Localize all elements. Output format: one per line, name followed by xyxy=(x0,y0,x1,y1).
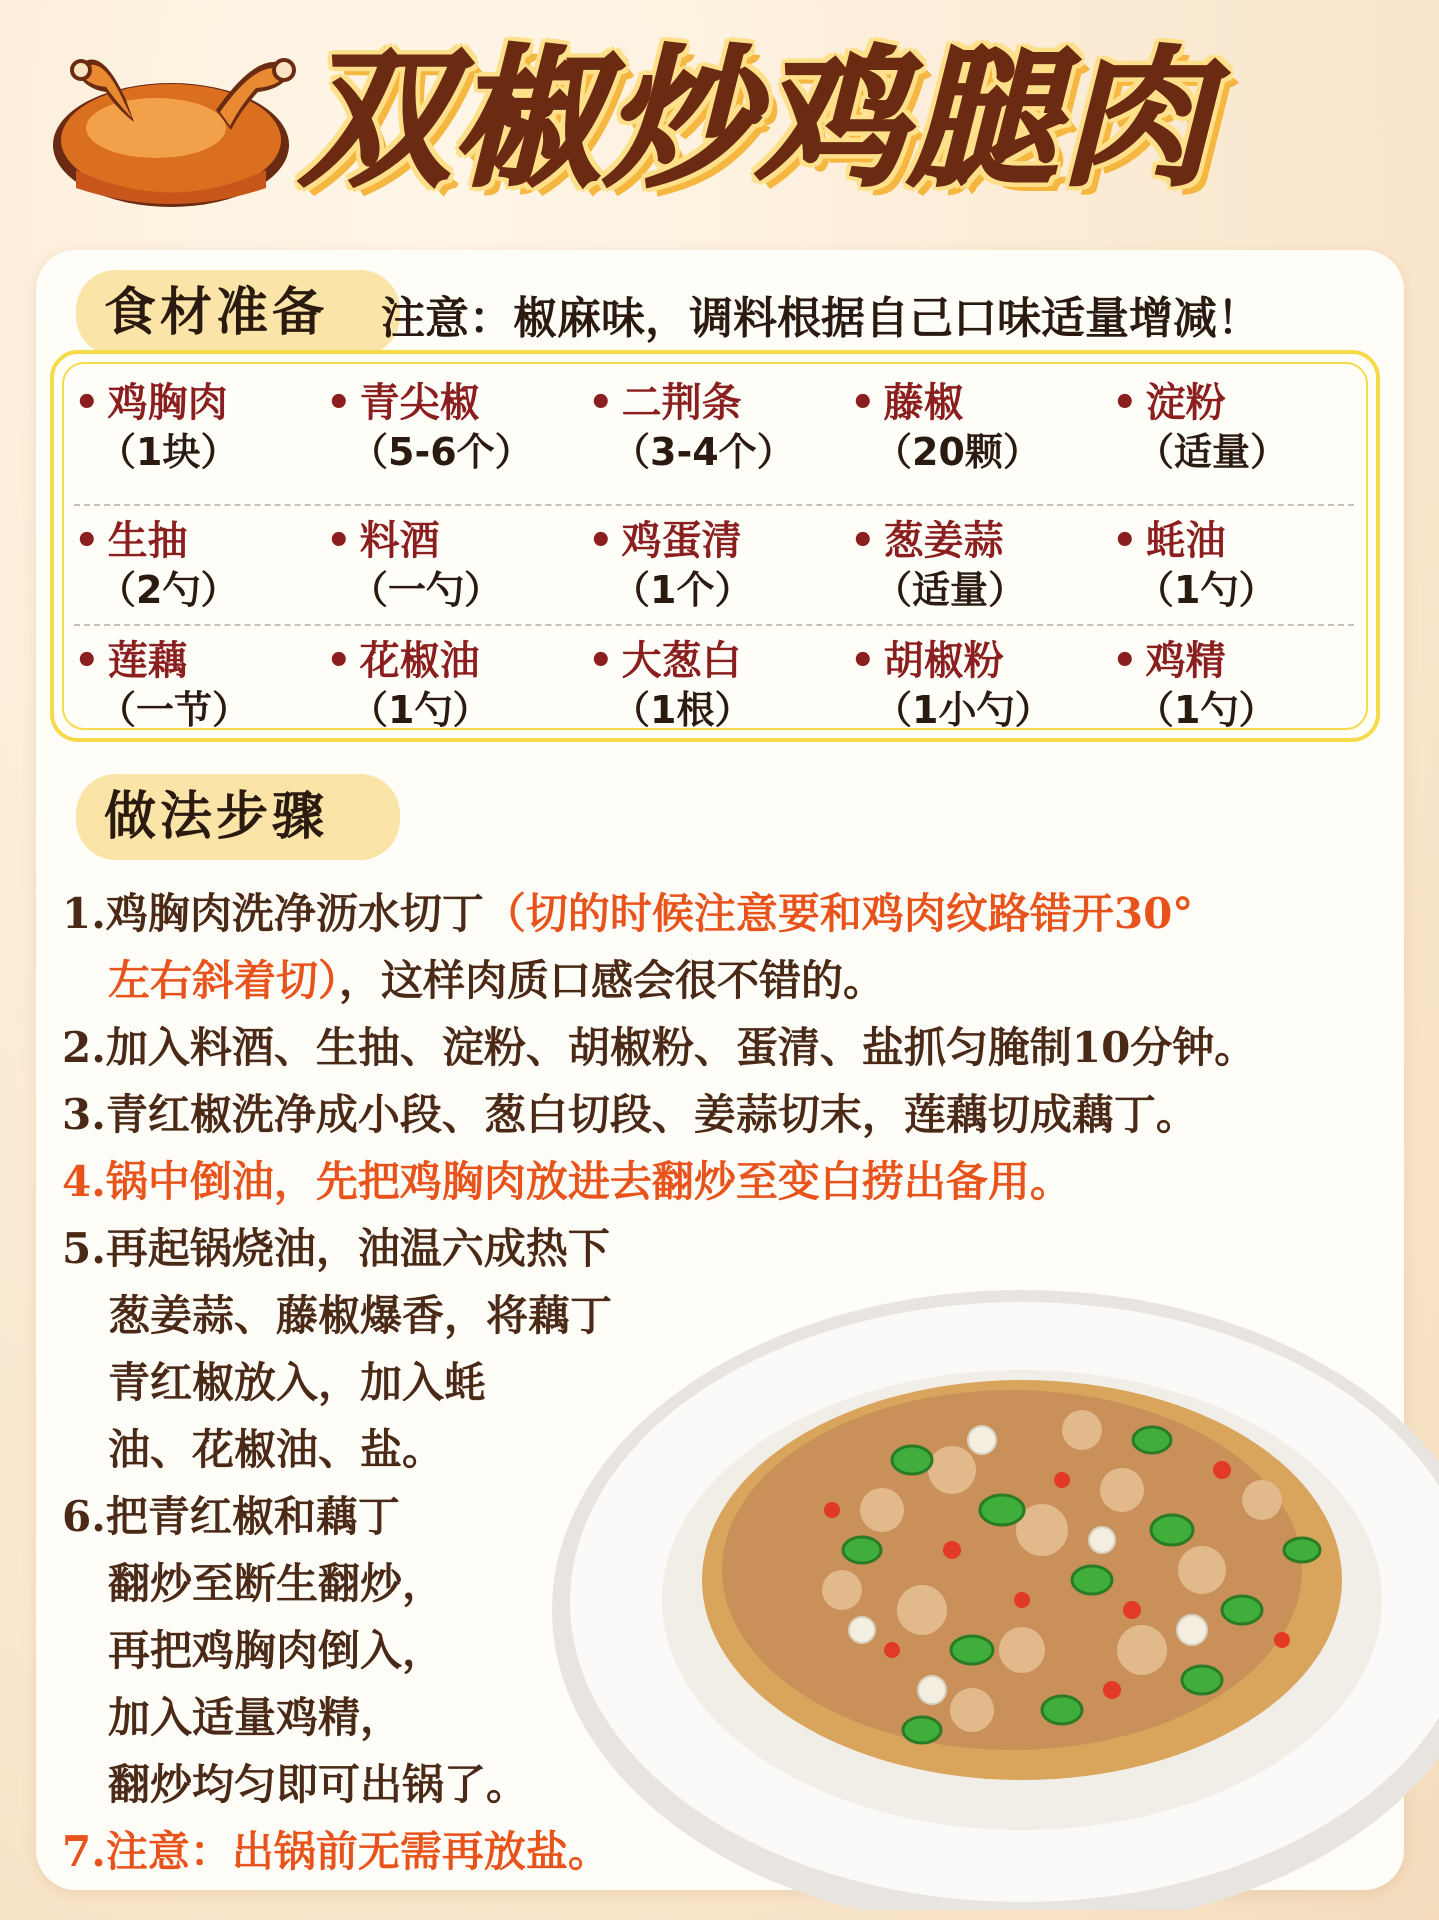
step-6-line: 再把鸡胸肉倒入， xyxy=(108,1626,445,1675)
step-6-line: 加入适量鸡精， xyxy=(108,1693,403,1742)
ingredient-qty: （适量） xyxy=(874,568,1027,612)
step-6-line: 翻炒均匀即可出锅了。 xyxy=(108,1760,529,1809)
ingredient-name: • 淀粉 xyxy=(1112,378,1372,428)
ingredient-qty: （适量） xyxy=(1136,430,1289,474)
ingredient-name: • 藤椒 xyxy=(850,378,1110,428)
step-1-line-1 xyxy=(62,880,1402,947)
ingredient-qty: （1个） xyxy=(612,568,753,612)
step-5-line: 油、花椒油、盐。 xyxy=(108,1425,445,1474)
step-7: 7.注意：出锅前无需再放盐。 xyxy=(62,1827,610,1876)
ingredient-item xyxy=(588,636,848,734)
ingredient-row xyxy=(74,378,1354,498)
step-5-line: 葱姜蒜、藤椒爆香，将藕丁 xyxy=(108,1291,613,1340)
ingredient-item xyxy=(74,636,334,734)
ingredient-item xyxy=(74,516,334,614)
ingredient-name: • 蚝油 xyxy=(1112,516,1372,566)
ingredient-item xyxy=(326,516,586,614)
page-title: 双椒炒鸡腿肉 xyxy=(300,33,1213,207)
ingredient-name: • 生抽 xyxy=(74,516,334,566)
ingredient-item xyxy=(74,378,334,476)
ingredient-qty: （1根） xyxy=(612,688,753,732)
ingredients-heading: 食材准备 xyxy=(76,270,400,356)
ingredient-name: • 葱姜蒜 xyxy=(850,516,1110,566)
ingredient-item xyxy=(850,636,1110,734)
ingredient-item xyxy=(850,516,1110,614)
ingredient-qty: （1小勺） xyxy=(874,688,1053,732)
ingredient-item xyxy=(326,378,586,476)
ingredient-row xyxy=(74,504,1354,626)
recipe-card xyxy=(36,250,1404,1890)
ingredient-item xyxy=(1112,378,1372,476)
ingredient-name: • 鸡精 xyxy=(1112,636,1372,686)
step-4: 4.锅中倒油，先把鸡胸肉放进去翻炒至变白捞出备用。 xyxy=(62,1157,1072,1206)
step-5-line: 5.再起锅烧油，油温六成热下 xyxy=(62,1224,610,1273)
ingredient-qty: （一勺） xyxy=(350,568,503,612)
step-6-line: 6.把青红椒和藕丁 xyxy=(62,1492,400,1541)
step-6-line: 翻炒至断生翻炒， xyxy=(108,1559,445,1608)
ingredient-row xyxy=(74,624,1354,746)
ingredient-item xyxy=(1112,636,1372,734)
ingredient-name: • 鸡胸肉 xyxy=(74,378,334,428)
ingredient-item xyxy=(326,636,586,734)
ingredient-item xyxy=(588,516,848,614)
step-3: 3.青红椒洗净成小段、葱白切段、姜蒜切末，莲藕切成藕丁。 xyxy=(62,1090,1198,1139)
ingredient-item xyxy=(588,378,848,476)
steps-list xyxy=(62,880,1402,1885)
ingredient-item xyxy=(850,378,1110,476)
ingredient-qty: （1勺） xyxy=(1136,568,1277,612)
step-1-line-2 xyxy=(62,947,1402,1014)
step-1-text-cont: ，这样肉质口感会很不错的。 xyxy=(339,956,886,1005)
steps-heading: 做法步骤 xyxy=(76,774,400,860)
ingredient-qty: （1勺） xyxy=(350,688,491,732)
ingredient-qty: （5-6个） xyxy=(350,430,533,474)
ingredient-name: • 莲藕 xyxy=(74,636,334,686)
step-1-tip-cont: 左右斜着切） xyxy=(108,956,340,1005)
header xyxy=(0,0,1439,240)
ingredient-name: • 青尖椒 xyxy=(326,378,586,428)
ingredient-name: • 胡椒粉 xyxy=(850,636,1110,686)
ingredients-note: 注意：椒麻味，调料根据自己口味适量增减！ xyxy=(381,293,1261,344)
ingredient-qty: （1块） xyxy=(98,430,239,474)
step-1-text: 1.鸡胸肉洗净沥水切丁 xyxy=(62,889,484,938)
ingredient-name: • 大葱白 xyxy=(588,636,848,686)
ingredient-name: • 鸡蛋清 xyxy=(588,516,848,566)
ingredient-qty: （1勺） xyxy=(1136,688,1277,732)
ingredients-table xyxy=(50,350,1380,742)
step-1-tip: （切的时候注意要和鸡肉纹路错开30° xyxy=(483,889,1194,938)
ingredient-qty: （20颗） xyxy=(874,430,1041,474)
ingredient-name: • 料酒 xyxy=(326,516,586,566)
ingredient-name: • 二荆条 xyxy=(588,378,848,428)
ingredient-qty: （2勺） xyxy=(98,568,239,612)
ingredient-item xyxy=(1112,516,1372,614)
ingredient-qty: （3-4个） xyxy=(612,430,795,474)
step-2: 2.加入料酒、生抽、淀粉、胡椒粉、蛋清、盐抓匀腌制10分钟。 xyxy=(62,1023,1257,1072)
ingredient-name: • 花椒油 xyxy=(326,636,586,686)
ingredient-qty: （一节） xyxy=(98,688,251,732)
step-5-line: 青红椒放入，加入蚝 xyxy=(108,1358,487,1407)
roast-chicken-icon xyxy=(36,40,306,215)
